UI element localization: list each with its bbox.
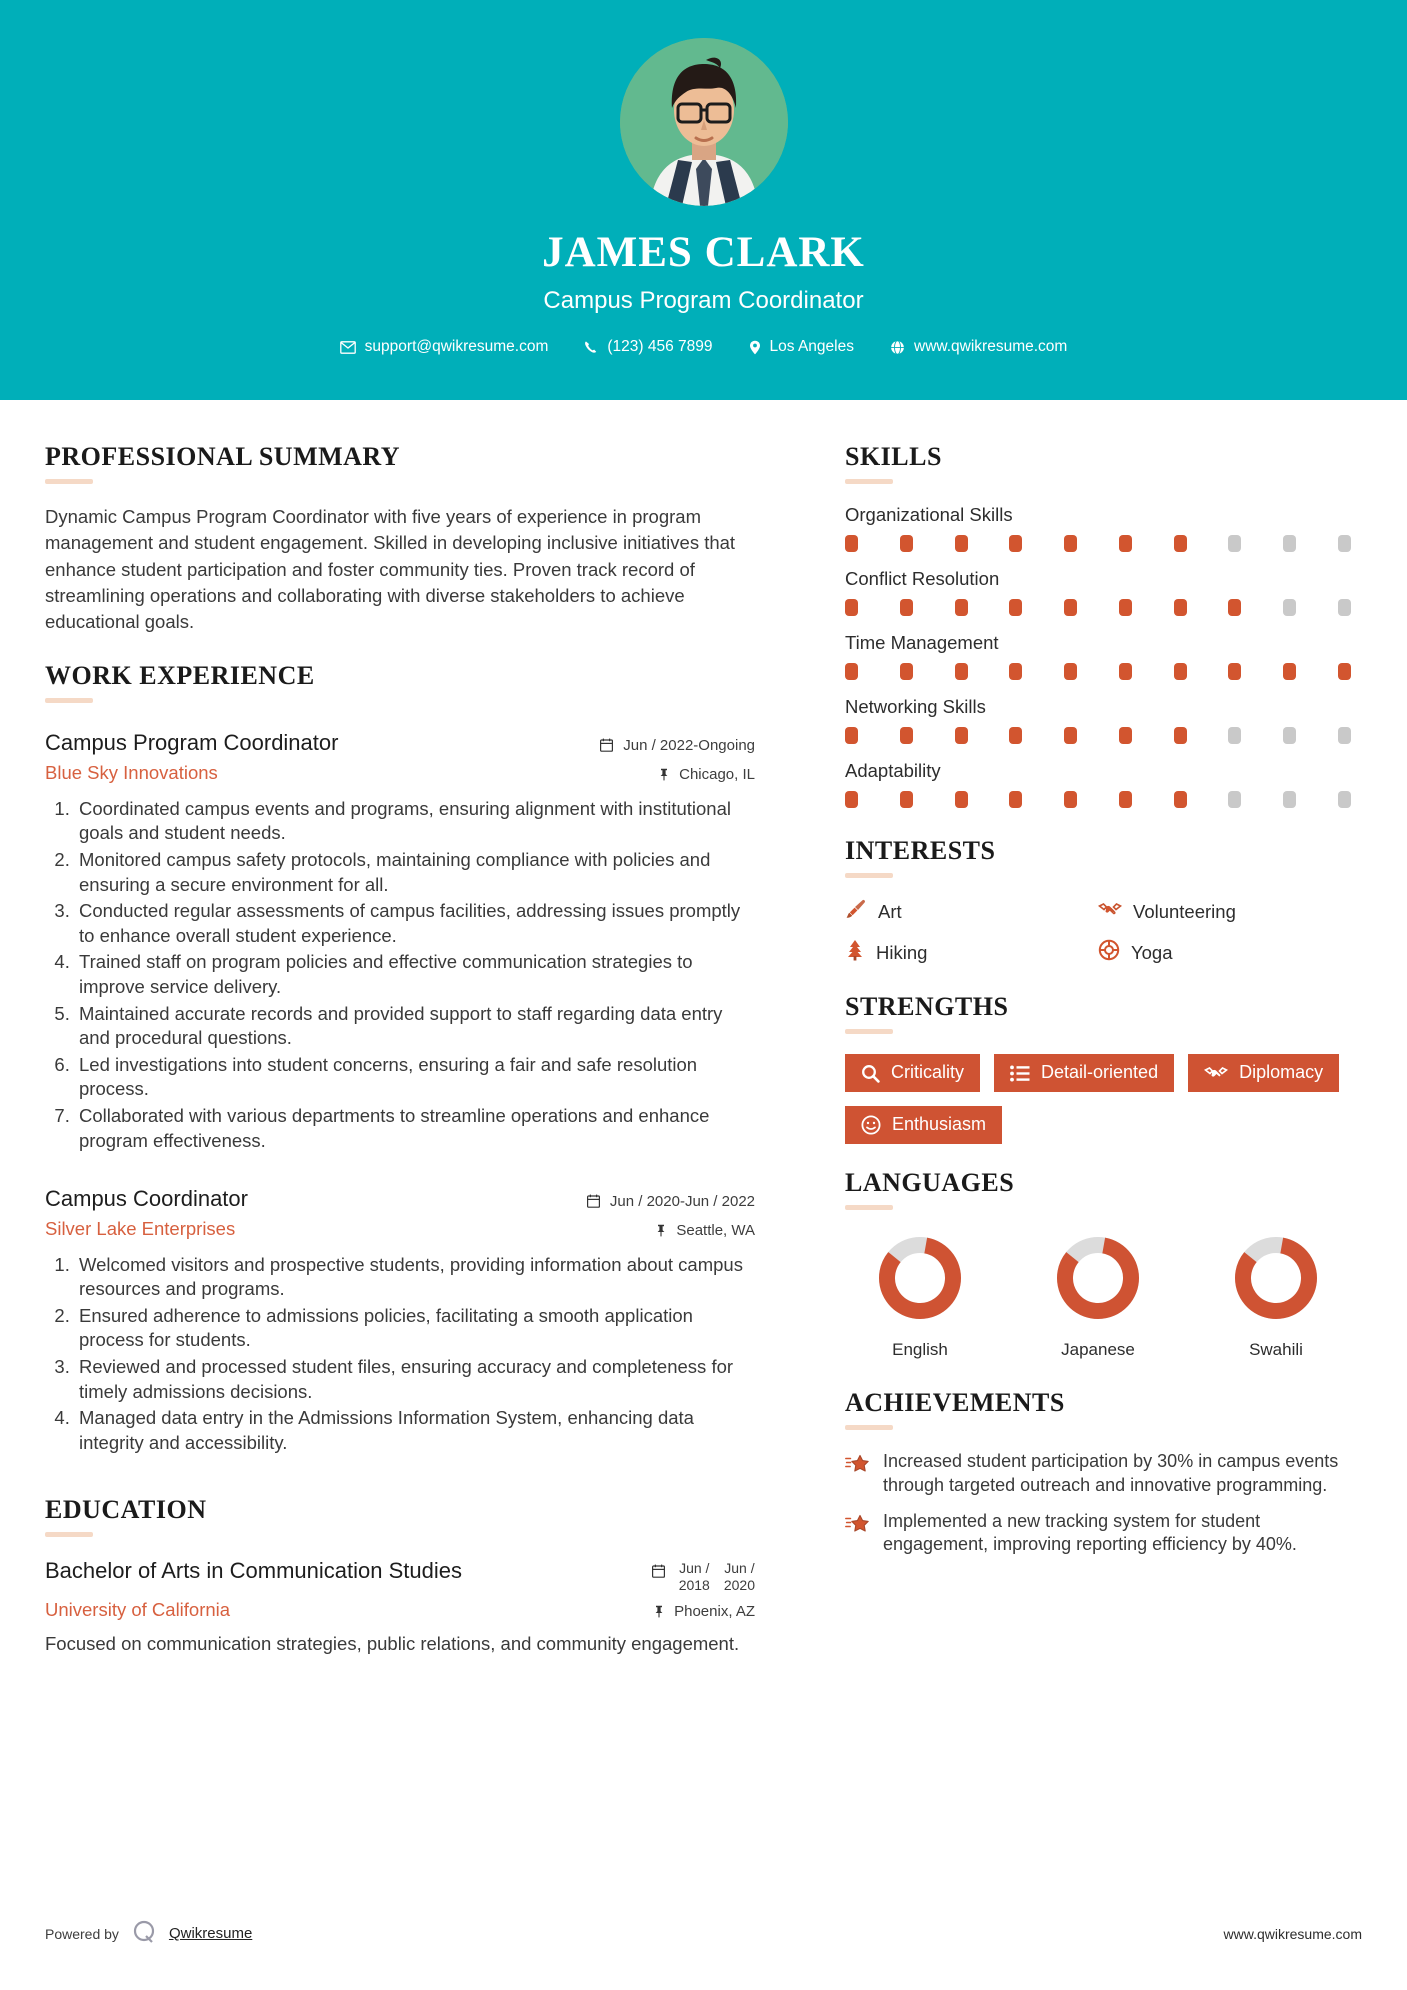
skills-list: [845, 504, 1351, 808]
skill-label: Adaptability: [845, 760, 941, 781]
job-dates-text: Jun / 2022-Ongoing: [623, 737, 755, 755]
education-dates: [652, 1560, 755, 1594]
section-rule: [45, 479, 93, 484]
contact-website[interactable]: [890, 338, 1067, 356]
skill-item: [845, 632, 1351, 680]
strength-label: Diplomacy: [1239, 1062, 1324, 1083]
language-label: English: [892, 1340, 948, 1359]
skill-dot-filled: [1119, 535, 1132, 552]
summary-text: Dynamic Campus Program Coordinator with five years of experience in program management and student engagement. Skilled in developing inclusive initiatives that enhance student participation and foster community ties. Proven track record of streamlining operations and collaborating with diverse stakeholders to achieve educational goals.: [45, 506, 736, 633]
skill-rating: [845, 727, 1351, 744]
skill-item: [845, 696, 1351, 744]
skill-rating: [845, 535, 1351, 552]
skill-dot-empty: [1338, 791, 1351, 808]
strength-label: Enthusiasm: [892, 1114, 987, 1135]
achievements-list: [845, 1450, 1351, 1557]
skill-dot-empty: [1283, 599, 1296, 616]
footer-powered-by: Powered by: [45, 1925, 119, 1942]
language-item: [845, 1230, 995, 1360]
skill-dot-filled: [1064, 727, 1077, 744]
skill-dot-filled: [1064, 599, 1077, 616]
language-donut: [1050, 1230, 1146, 1326]
section-rule: [845, 479, 893, 484]
skill-dot-empty: [1283, 791, 1296, 808]
section-rule: [845, 1029, 893, 1034]
skill-dot-filled: [845, 791, 858, 808]
languages-list: [845, 1230, 1351, 1360]
section-interests: [845, 836, 1351, 966]
skill-dot-filled: [845, 727, 858, 744]
skill-dot-filled: [900, 727, 913, 744]
skill-dot-filled: [1228, 599, 1241, 616]
education-end-year: 2020: [723, 1577, 755, 1594]
map-pin-icon: [749, 340, 761, 355]
interests-list: [845, 898, 1351, 966]
education-description: Focused on communication strategies, public relations, and community engagement.: [45, 1632, 740, 1654]
achievement-text: Increased student participation by 30% in campus events through targeted outreach and innovative programming.: [883, 1451, 1339, 1495]
skill-dot-filled: [955, 599, 968, 616]
strength-label: Detail-oriented: [1041, 1062, 1159, 1083]
work-entry: [45, 729, 755, 1153]
section-title-strengths: STRENGTHS: [845, 992, 1009, 1021]
interest-label: Hiking: [876, 941, 928, 963]
education-start-year: 2018: [678, 1577, 710, 1594]
pin-icon: [656, 1224, 666, 1241]
list-item: 1. Coordinated campus events and programs, ensuring alignment with institutional goals and student needs.: [75, 797, 755, 846]
interest-label: Art: [878, 900, 902, 922]
skill-dot-filled: [1009, 535, 1022, 552]
skill-rating: [845, 663, 1351, 680]
job-bullets: [45, 797, 755, 1153]
education-end-month: Jun /: [724, 1560, 755, 1577]
section-title-interests: INTERESTS: [845, 836, 996, 865]
skill-dot-filled: [1009, 727, 1022, 744]
globe-icon: [890, 340, 905, 355]
strengths-list: [845, 1054, 1351, 1144]
right-column: [800, 400, 1407, 1656]
job-location-text: Chicago, IL: [679, 765, 755, 783]
star-badge-icon: [845, 1513, 871, 1542]
job-dates: [600, 737, 755, 756]
skill-dot-filled: [955, 663, 968, 680]
section-strengths: [845, 992, 1351, 1144]
section-title-achievements: ACHIEVEMENTS: [845, 1388, 1065, 1417]
skill-dot-filled: [955, 791, 968, 808]
interest-label: Yoga: [1131, 941, 1173, 963]
section-rule: [845, 1205, 893, 1210]
section-work-experience: [45, 661, 755, 1455]
job-role: Campus Program Coordinator: [45, 730, 339, 756]
section-title-languages: LANGUAGES: [845, 1168, 1015, 1197]
calendar-icon: [652, 1564, 665, 1582]
footer: [0, 1919, 1407, 1948]
skill-dot-filled: [1119, 663, 1132, 680]
list-item: 6. Led investigations into student concerns, ensuring a fair and safe resolution process.: [75, 1053, 755, 1102]
skill-dot-filled: [1009, 791, 1022, 808]
contact-website-text: www.qwikresume.com: [914, 338, 1068, 355]
skill-dot-filled: [1009, 663, 1022, 680]
skill-dot-empty: [1338, 599, 1351, 616]
resume-body: [0, 400, 1407, 1656]
page-title: JAMES CLARK: [542, 229, 865, 276]
skill-dot-filled: [1119, 791, 1132, 808]
strength-chip[interactable]: [845, 1054, 980, 1092]
skill-dot-filled: [1174, 663, 1187, 680]
contact-location-text: Los Angeles: [769, 338, 854, 355]
paintbrush-icon: [845, 898, 867, 925]
skill-item: [845, 504, 1351, 552]
star-badge-icon: [845, 1453, 871, 1482]
handshake-icon: [1098, 899, 1122, 924]
skill-dot-filled: [900, 599, 913, 616]
contact-phone[interactable]: [584, 338, 712, 356]
skill-dot-filled: [900, 535, 913, 552]
language-donut: [1228, 1230, 1324, 1326]
skill-dot-filled: [1174, 727, 1187, 744]
section-rule: [45, 1532, 93, 1537]
education-location: [654, 1603, 755, 1622]
section-rule: [845, 873, 893, 878]
skill-rating: [845, 599, 1351, 616]
skill-dot-filled: [955, 727, 968, 744]
skill-dot-filled: [845, 663, 858, 680]
strength-chip[interactable]: [845, 1106, 1002, 1144]
header-job-title: Campus Program Coordinator: [543, 287, 864, 314]
job-dates-text: Jun / 2020-Jun / 2022: [609, 1193, 755, 1211]
pin-icon: [654, 1605, 664, 1622]
skill-dot-empty: [1228, 535, 1241, 552]
skill-dot-filled: [845, 599, 858, 616]
job-location: [656, 1222, 755, 1241]
qwikresume-logo-icon: [131, 1919, 157, 1948]
skill-dot-empty: [1228, 727, 1241, 744]
strength-label: Criticality: [891, 1062, 965, 1083]
section-professional-summary: [45, 442, 755, 635]
contact-location[interactable]: [749, 338, 854, 356]
section-title-skills: SKILLS: [845, 442, 942, 471]
contact-email-text: support@qwikresume.com: [364, 338, 549, 355]
work-entry: [45, 1185, 755, 1455]
section-rule: [845, 1425, 893, 1430]
list-item: 3. Conducted regular assessments of campus facilities, addressing issues promptly to enhance overall student experience.: [75, 899, 755, 948]
skill-dot-filled: [1174, 535, 1187, 552]
job-role: Campus Coordinator: [45, 1186, 248, 1212]
list-item: 1. Welcomed visitors and prospective students, providing information about campus resources and programs.: [75, 1253, 755, 1302]
skill-dot-filled: [1064, 663, 1077, 680]
skill-label: Organizational Skills: [845, 504, 1013, 525]
calendar-icon: [587, 1194, 600, 1212]
skill-dot-filled: [845, 535, 858, 552]
tree-icon: [845, 939, 865, 966]
education-start-date: [679, 1560, 710, 1594]
section-languages: [845, 1168, 1351, 1360]
envelope-icon: [340, 341, 356, 354]
section-education: [45, 1495, 755, 1656]
contact-phone-text: (123) 456 7899: [607, 338, 713, 355]
list-item: 7. Collaborated with various departments to streamline operations and enhance program effectiveness.: [75, 1104, 755, 1153]
achievement-item: [845, 1450, 1351, 1498]
language-donut: [872, 1230, 968, 1326]
skill-dot-empty: [1338, 535, 1351, 552]
language-item: [1201, 1230, 1351, 1360]
job-location-text: Seattle, WA: [676, 1221, 755, 1239]
education-location-text: Phoenix, AZ: [674, 1602, 755, 1620]
skill-dot-filled: [900, 791, 913, 808]
education-start-month: Jun /: [679, 1560, 710, 1577]
section-title-education: EDUCATION: [45, 1495, 207, 1525]
achievement-text: Implemented a new tracking system for student engagement, improving reporting efficiency by 40%.: [883, 1510, 1297, 1555]
job-bullets: [45, 1253, 755, 1456]
section-skills: [845, 442, 1351, 808]
job-dates: [587, 1193, 755, 1212]
lifebuoy-icon: [1098, 939, 1120, 966]
skill-dot-filled: [1283, 663, 1296, 680]
list-item: 4. Trained staff on program policies and effective communication strategies to improve service delivery.: [75, 950, 755, 999]
resume-header: [0, 0, 1407, 400]
skill-dot-filled: [1338, 663, 1351, 680]
interest-item: [845, 898, 1098, 925]
list-item: 4. Managed data entry in the Admissions Information System, enhancing data integrity and accessibility.: [75, 1406, 755, 1455]
skill-item: [845, 760, 1351, 808]
skill-label: Networking Skills: [845, 696, 986, 717]
skill-dot-filled: [1174, 599, 1187, 616]
language-item: [1023, 1230, 1173, 1360]
job-location: [659, 766, 755, 785]
footer-website[interactable]: www.qwikresume.com: [1223, 1925, 1362, 1942]
calendar-icon: [600, 738, 613, 756]
skill-dot-empty: [1283, 727, 1296, 744]
language-label: Japanese: [1061, 1340, 1135, 1359]
skill-dot-filled: [1064, 791, 1077, 808]
achievement-item: [845, 1510, 1351, 1558]
list-icon: [1010, 1065, 1030, 1082]
skill-dot-empty: [1338, 727, 1351, 744]
pin-icon: [659, 768, 669, 785]
list-item: 3. Reviewed and processed student files, ensuring accuracy and completeness for timely admissions decisions.: [75, 1355, 755, 1404]
left-column: [0, 400, 800, 1656]
skill-item: [845, 568, 1351, 616]
job-company: Silver Lake Enterprises: [45, 1217, 236, 1239]
interest-item: [845, 939, 1098, 966]
strength-chip[interactable]: [994, 1054, 1174, 1092]
education-end-date: [724, 1560, 755, 1594]
skill-label: Time Management: [845, 632, 999, 653]
handshake-icon: [1204, 1063, 1228, 1083]
section-title-summary: PROFESSIONAL SUMMARY: [45, 442, 401, 471]
section-achievements: [845, 1388, 1351, 1557]
skill-rating: [845, 791, 1351, 808]
strength-chip[interactable]: [1188, 1054, 1339, 1092]
footer-brand-link[interactable]: Qwikresume: [168, 1925, 253, 1942]
search-icon: [861, 1064, 880, 1083]
contact-row: [0, 338, 1407, 356]
interest-item: [1098, 898, 1351, 925]
interest-item: [1098, 939, 1351, 966]
language-label: Swahili: [1249, 1340, 1303, 1359]
interest-label: Volunteering: [1133, 900, 1236, 922]
skill-dot-filled: [1119, 727, 1132, 744]
list-item: 5. Maintained accurate records and provided support to staff regarding data entry and procedural questions.: [75, 1002, 755, 1051]
education-school: University of California: [45, 1598, 231, 1620]
contact-email[interactable]: [340, 338, 549, 356]
skill-dot-filled: [1009, 599, 1022, 616]
avatar-photo: [620, 38, 788, 206]
list-item: 2. Monitored campus safety protocols, maintaining compliance with policies and ensuring a secure environment for all.: [75, 848, 755, 897]
smiley-icon: [861, 1115, 881, 1135]
skill-dot-filled: [955, 535, 968, 552]
education-degree: Bachelor of Arts in Communication Studies: [45, 1558, 462, 1584]
skill-dot-filled: [1064, 535, 1077, 552]
skill-dot-filled: [1228, 663, 1241, 680]
skill-dot-empty: [1228, 791, 1241, 808]
skill-dot-filled: [900, 663, 913, 680]
skill-dot-filled: [1119, 599, 1132, 616]
phone-icon: [584, 340, 598, 354]
avatar: [620, 38, 788, 206]
job-company: Blue Sky Innovations: [45, 761, 218, 783]
skill-dot-filled: [1174, 791, 1187, 808]
section-title-work: WORK EXPERIENCE: [45, 661, 315, 691]
skill-dot-empty: [1283, 535, 1296, 552]
section-rule: [45, 698, 93, 703]
list-item: 2. Ensured adherence to admissions policies, facilitating a smooth application process for students.: [75, 1304, 755, 1353]
skill-label: Conflict Resolution: [845, 568, 1000, 589]
